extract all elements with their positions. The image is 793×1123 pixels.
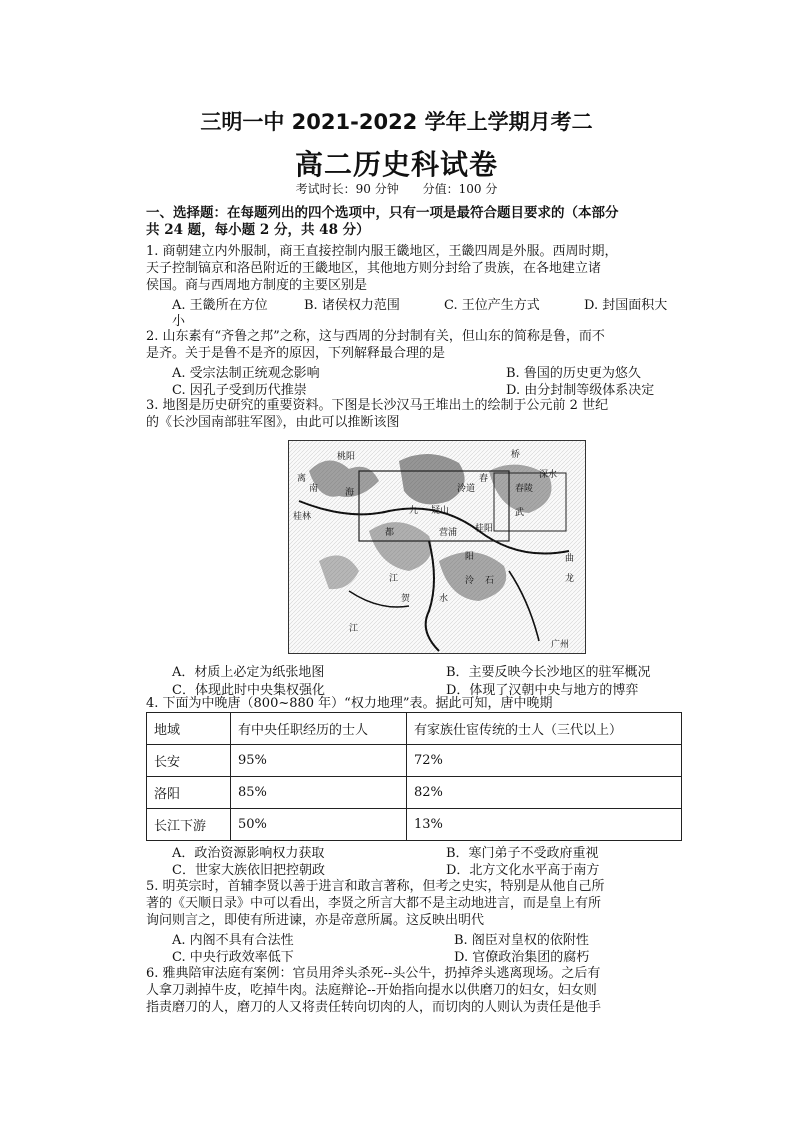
q4-option-c: C．世家大族依旧把控朝政	[172, 863, 325, 878]
q3-stem-line1: 3. 地图是历史研究的重要资料。下图是长沙汉马王堆出土的绘制于公元前 2 世纪	[146, 398, 609, 413]
map-label: 桂阳	[475, 524, 494, 534]
q2-option-c: C. 因孔子受到历代推崇	[172, 383, 307, 398]
exam-school-title: 三明一中 2021-2022 学年上学期月考二	[200, 110, 593, 134]
exam-meta	[0, 180, 793, 197]
q1-option-d-wrap: 小	[172, 314, 186, 329]
map-label: 都	[385, 528, 395, 538]
q4-option-d: D．北方文化水平高于南方	[446, 863, 600, 878]
q1-option-d: D. 封国面积大	[584, 298, 668, 313]
map-label: 阳	[465, 552, 475, 562]
q2-stem-line1: 2. 山东素有“齐鲁之邦”之称，这与西周的分封制有关，但山东的简称是鲁，而不	[146, 329, 605, 344]
changsha-garrison-map	[288, 440, 586, 654]
q6-stem-line3: 指责磨刀的人，磨刀的人又将责任转向切肉的人，而切肉的人则认为责任是他手	[146, 1000, 602, 1015]
map-label: 石	[485, 576, 495, 586]
q5-stem-line3: 询问则言之，即使有所进谏，亦是帝意所属。这反映出明代	[146, 913, 485, 928]
q1-stem-line1: 1. 商朝建立内外服制，商王直接控制内服王畿地区，王畿四周是外服。西周时期，	[146, 244, 618, 259]
q2-option-a: A. 受宗法制正统观念影响	[172, 366, 320, 381]
q5-option-c: C. 中央行政效率低下	[172, 950, 294, 965]
q4-stem-line1: 4. 下面为中晚唐（800~880 年）“权力地理”表。据此可知，唐中晚期	[146, 696, 553, 711]
section-heading-line2: 共 24 题，每小题 2 分，共 48 分）	[146, 222, 370, 238]
map-label: 海	[345, 488, 355, 498]
power-geography-table	[146, 712, 682, 841]
map-label: 春陵	[515, 484, 534, 494]
q1-option-a: A. 王畿所在方位	[172, 298, 268, 313]
q4-option-b: B．寒门弟子不受政府重视	[446, 846, 599, 861]
table-cell: 72%	[407, 745, 682, 777]
map-label: 营浦	[439, 528, 458, 538]
map-label: 泠	[465, 576, 475, 586]
table-cell: 85%	[231, 777, 407, 809]
q5-stem-line2: 著的《天顺日录》中可以看出，李贤之所言大都不是主动地进言，而是皇上有所	[146, 896, 602, 911]
map-label: 广州	[551, 640, 570, 650]
map-label: 武	[515, 508, 525, 518]
map-label: 桥	[511, 450, 521, 460]
q1-stem-line3: 侯国。商与西周地方制度的主要区别是	[146, 278, 368, 293]
map-label: 江	[389, 574, 399, 584]
q6-stem-line2: 人拿刀剥掉牛皮，吃掉牛肉。法庭辩论--开始指向提水以供磨刀的妇女，妇女则	[146, 983, 597, 998]
q3-option-a: A．材质上必定为纸张地图	[172, 665, 325, 680]
q5-option-a: A. 内阁不具有合法性	[172, 933, 294, 948]
q2-stem-line2: 是齐。关于是鲁不是齐的原因，下列解释最合理的是	[146, 346, 446, 361]
section-heading-line1: 一、选择题：在每题列出的四个选项中，只有一项是最符合题目要求的（本部分	[146, 205, 619, 221]
q1-option-c: C. 王位产生方式	[444, 298, 540, 313]
q2-option-b: B. 鲁国的历史更为悠久	[506, 366, 641, 381]
map-label: 离	[297, 474, 307, 484]
map-label: 龙	[565, 574, 575, 584]
map-label: 九	[409, 506, 419, 516]
q5-option-d: D. 官僚政治集团的腐朽	[454, 950, 590, 965]
table-header-cell: 有中央任职经历的士人	[231, 713, 407, 745]
q4-option-a: A．政治资源影响权力获取	[172, 846, 325, 861]
q5-option-b: B. 阁臣对皇权的依附性	[454, 933, 589, 948]
q1-stem-line2: 天子控制镐京和洛邑附近的王畿地区，其他地方则分封给了贵族，在各地建立诸	[146, 261, 602, 276]
map-label: 贺	[401, 594, 411, 604]
table-cell: 95%	[231, 745, 407, 777]
map-label: 深水	[539, 470, 558, 480]
map-label: 桃阳	[337, 452, 356, 462]
table-cell: 长安	[147, 745, 231, 777]
exam-subject-title: 高二历史科试卷	[294, 148, 498, 181]
map-label: 桂林	[293, 512, 312, 522]
map-label: 疑山	[431, 506, 450, 516]
map-label: 舂	[479, 474, 489, 484]
table-cell: 长江下游	[147, 809, 231, 841]
table-row	[147, 809, 682, 841]
map-label: 南	[309, 484, 319, 494]
table-header-cell: 有家族仕宦传统的士人（三代以上）	[407, 713, 682, 745]
q2-option-d: D. 由分封制等级体系决定	[506, 383, 655, 398]
map-label: 水	[439, 594, 449, 604]
q1-option-b: B. 诸侯权力范围	[304, 298, 400, 313]
q5-stem-line1: 5. 明英宗时，首辅李贤以善于进言和敢言著称，但考之史实，特别是从他自己所	[146, 879, 605, 894]
table-cell: 50%	[231, 809, 407, 841]
q6-stem-line1: 6. 雅典陪审法庭有案例：官员用斧头杀死--头公牛，扔掉斧头逃离现场。之后有	[146, 966, 601, 981]
map-label: 曲	[565, 554, 575, 564]
exam-score: 分值：100 分	[422, 182, 498, 196]
q3-option-b: B．主要反映今长沙地区的驻军概况	[446, 665, 651, 680]
q3-option-d: D．体现了汉朝中央与地方的博弈	[446, 683, 639, 698]
table-header-row	[147, 713, 682, 745]
table-cell: 洛阳	[147, 777, 231, 809]
table-cell: 82%	[407, 777, 682, 809]
table-header-cell: 地域	[147, 713, 231, 745]
q3-stem-line2: 的《长沙国南部驻军图》，由此可以推断该图	[146, 415, 400, 430]
q3-option-c: C．体现此时中央集权强化	[172, 683, 325, 698]
table-row	[147, 777, 682, 809]
map-label: 江	[349, 624, 359, 634]
exam-time: 考试时长：90 分钟	[295, 182, 399, 196]
table-cell: 13%	[407, 809, 682, 841]
table-row	[147, 745, 682, 777]
map-label: 泠道	[457, 484, 476, 494]
